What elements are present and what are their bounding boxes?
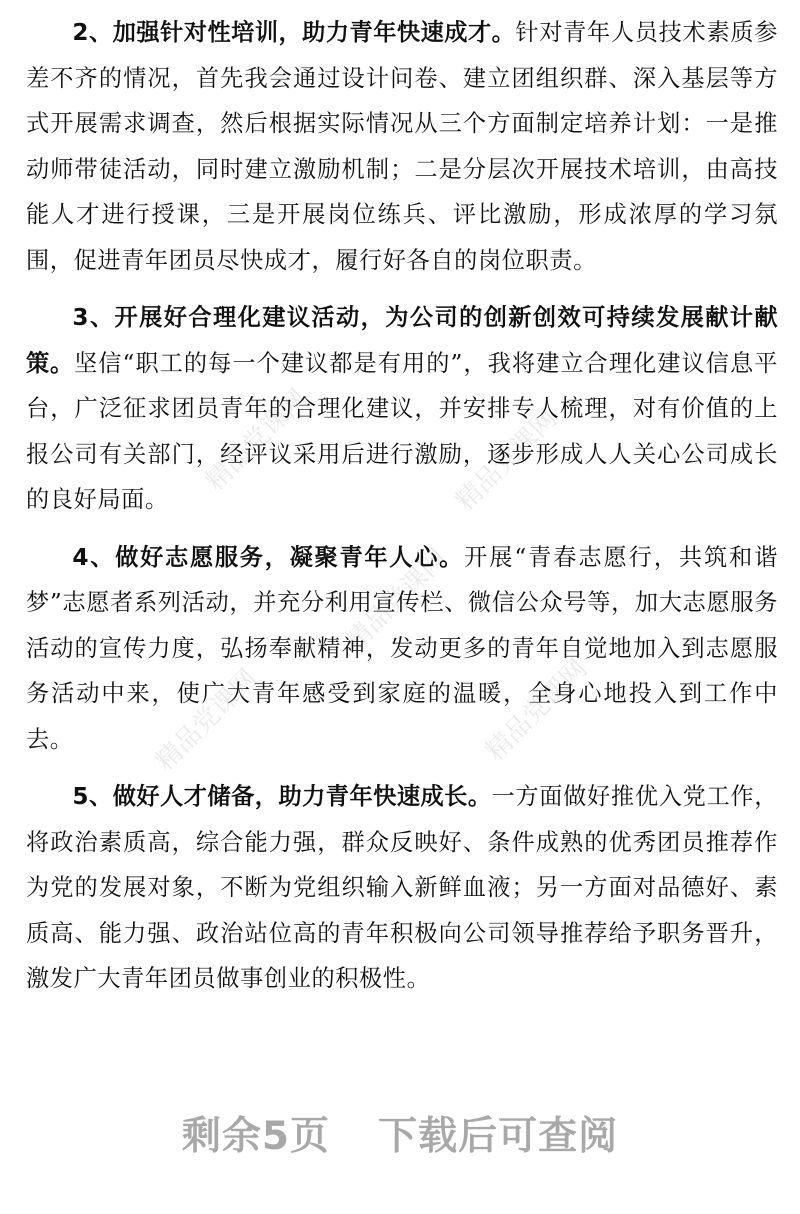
paragraph-training: [26, 10, 778, 283]
remaining-pages-text: 剩余5页: [181, 1114, 331, 1159]
watermark-text: 精品党课网: [340, 543, 454, 657]
paragraph-heading: 3、开展好合理化建议活动，为公司的创新创效可持续发展献计献策。: [26, 304, 778, 377]
paragraph-suggestions: [26, 295, 778, 523]
watermark-text: 精品党课网: [450, 403, 564, 517]
paragraph-text: 开展“青春志愿行，共筑和谐梦”志愿者系列活动，并充分利用宣传栏、微信公众号等，加大志愿服务活动的宣传力度，弘扬奉献精神，发动更多的青年自觉地加入到志愿服务活动中来，使广大青年感受到家庭的温暖，全身心地投入到工作中去。: [26, 543, 778, 753]
download-hint-text: 下载后可查阅: [378, 1114, 619, 1159]
watermark-text: 精品党课网: [480, 653, 594, 767]
paragraph-text: 针对青年人员技术素质参差不齐的情况，首先我会通过设计问卷、建立团组织群、深入基层等方式开展需求调查，然后根据实际情况从三个方面制定培养计划：一是推动师带徒活动，同时建立激励机制；二是分层次开展技术培训，由高技能人才进行授课，三是开展岗位练兵、评比激励，形成浓厚的学习氛围，促进青年团员尽快成才，履行好各自的岗位职责。: [26, 19, 778, 274]
paragraph-heading: 2、加强针对性培训，助力青年快速成才。: [72, 19, 516, 46]
paragraph-volunteer: [26, 535, 778, 763]
paragraph-heading: 5、做好人才储备，助力青年快速成长。: [72, 783, 492, 810]
document-body: [26, 10, 778, 1014]
download-prompt-banner[interactable]: [0, 1105, 800, 1161]
paragraph-text: 坚信“职工的每一个建议都是有用的”，我将建立合理化建议信息平台，广泛征求团员青年的合理化建议，并安排专人梳理，对有价值的上报公司有关部门，经评议采用后进行激励，逐步形成人人关心公司成长的良好局面。: [26, 349, 778, 513]
paragraph-heading: 4、做好志愿服务，凝聚青年人心。: [72, 543, 465, 571]
watermark-text: 精品党课网: [200, 383, 314, 497]
watermark-text: 精品党课网: [150, 663, 264, 777]
paragraph-talent-reserve: [26, 774, 778, 1002]
paragraph-text: 一方面做好推优入党工作，将政治素质高，综合能力强，群众反映好、条件成熟的优秀团员推荐作为党的发展对象，不断为党组织输入新鲜血液；另一方面对品德好、素质高、能力强、政治站位高的青年积极向公司领导推荐给予职务晋升，激发广大青年团员做事创业的积极性。: [26, 783, 778, 992]
